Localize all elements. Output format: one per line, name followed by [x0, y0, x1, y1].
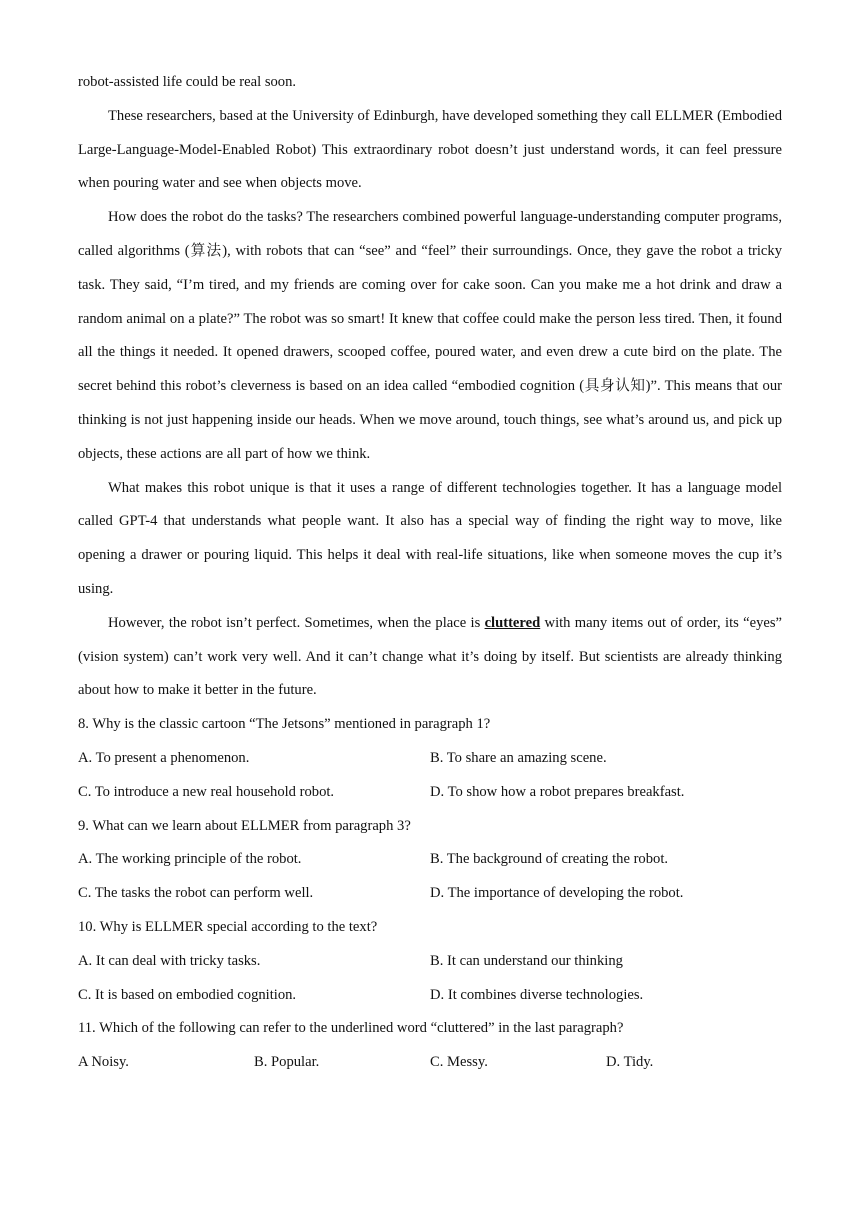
passage-paragraph-4 — [78, 607, 782, 708]
question-10-option-a: A. It can deal with tricky tasks. — [78, 952, 261, 969]
question-8-options-row-2 — [78, 776, 782, 810]
passage-paragraph-1: These researchers, based at the University of Edinburgh, have developed something they call ELLMER (Embodied Large-Language-Model-Enabled Robot) This extraordinary robot doesn’t just understand words, it can feel pressure when pouring water and see when objects move. — [78, 107, 782, 192]
passage-paragraph-3: What makes this robot unique is that it uses a range of different technologies together. It has a language model called GPT-4 that understands what people want. It also has a special way of finding the right way to move, like opening a drawer or pouring liquid. This helps it deal with real-life situations, like when someone moves the cup it’s using. — [78, 479, 782, 597]
question-10-option-c: C. It is based on embodied cognition. — [78, 986, 297, 1003]
question-11-option-c: C. Messy. — [430, 1054, 488, 1071]
question-9-stem: 9. What can we learn about ELLMER from paragraph 3? — [78, 817, 411, 834]
question-8-option-d: D. To show how a robot prepares breakfast. — [430, 783, 685, 800]
question-8-options-row-1 — [78, 742, 782, 776]
question-11-stem: 11. Which of the following can refer to the underlined word “cluttered” in the last paragraph? — [78, 1020, 624, 1037]
question-11-option-b: B. Popular. — [254, 1054, 320, 1071]
question-10-option-d: D. It combines diverse technologies. — [430, 986, 644, 1003]
question-8-option-c: C. To introduce a new real household robot. — [78, 783, 335, 800]
question-9-option-b: B. The background of creating the robot. — [430, 851, 669, 868]
question-9-options-row-2 — [78, 877, 782, 911]
paragraph-4-text-before: However, the robot isn’t perfect. Sometimes, when the place is — [108, 614, 485, 631]
question-10-options-row-1 — [78, 945, 782, 979]
passage-paragraph-0: robot-assisted life could be real soon. — [78, 74, 297, 90]
question-11-option-d: D. Tidy. — [606, 1054, 654, 1071]
underlined-word: cluttered — [484, 614, 541, 631]
question-9-options-row-1 — [78, 843, 782, 877]
question-11-options-row — [78, 1046, 782, 1080]
paragraph-4-text-after: with many items out of order, its “eyes” (vision system) can’t work very well. And it can’t change what it’s doing by itself. But scientists are already thinking about how to make it better in the future. — [78, 614, 782, 699]
question-10-option-b: B. It can understand our thinking — [430, 952, 623, 969]
question-8-stem: 8. Why is the classic cartoon “The Jetsons” mentioned in paragraph 1? — [78, 716, 491, 733]
question-11-option-a: A Noisy. — [78, 1054, 129, 1071]
question-9-option-a: A. The working principle of the robot. — [78, 851, 302, 868]
question-10-stem: 10. Why is ELLMER special according to the text? — [78, 918, 378, 935]
question-10-options-row-2 — [78, 979, 782, 1013]
question-8-option-b: B. To share an amazing scene. — [430, 749, 607, 766]
passage-paragraph-2: How does the robot do the tasks? The researchers combined powerful language-understanding computer programs, called algorithms (算法), with robots that can “see” and “feel” their surroundings. Once, they gave the robot a tricky task. They said, “I’m tired, and my friends are coming over for cake soon. Can you make me a hot drink and draw a random animal on a plate?” The robot was so smart! It knew that coffee could make the person less tired. Then, it found all the things it needed. It opened drawers, scooped coffee, poured water, and even drew a cute bird on the plate. The secret behind this robot’s cleverness is based on an idea called “embodied cognition (具身认知)”. This means that our thinking is not just happening inside our heads. When we move around, touch things, see what’s around us, and pick up objects, these actions are all part of how we think. — [78, 209, 782, 462]
document-page — [78, 66, 782, 1080]
question-9-option-c: C. The tasks the robot can perform well. — [78, 885, 314, 902]
question-8-option-a: A. To present a phenomenon. — [78, 749, 250, 766]
question-9-option-d: D. The importance of developing the robot. — [430, 885, 684, 902]
